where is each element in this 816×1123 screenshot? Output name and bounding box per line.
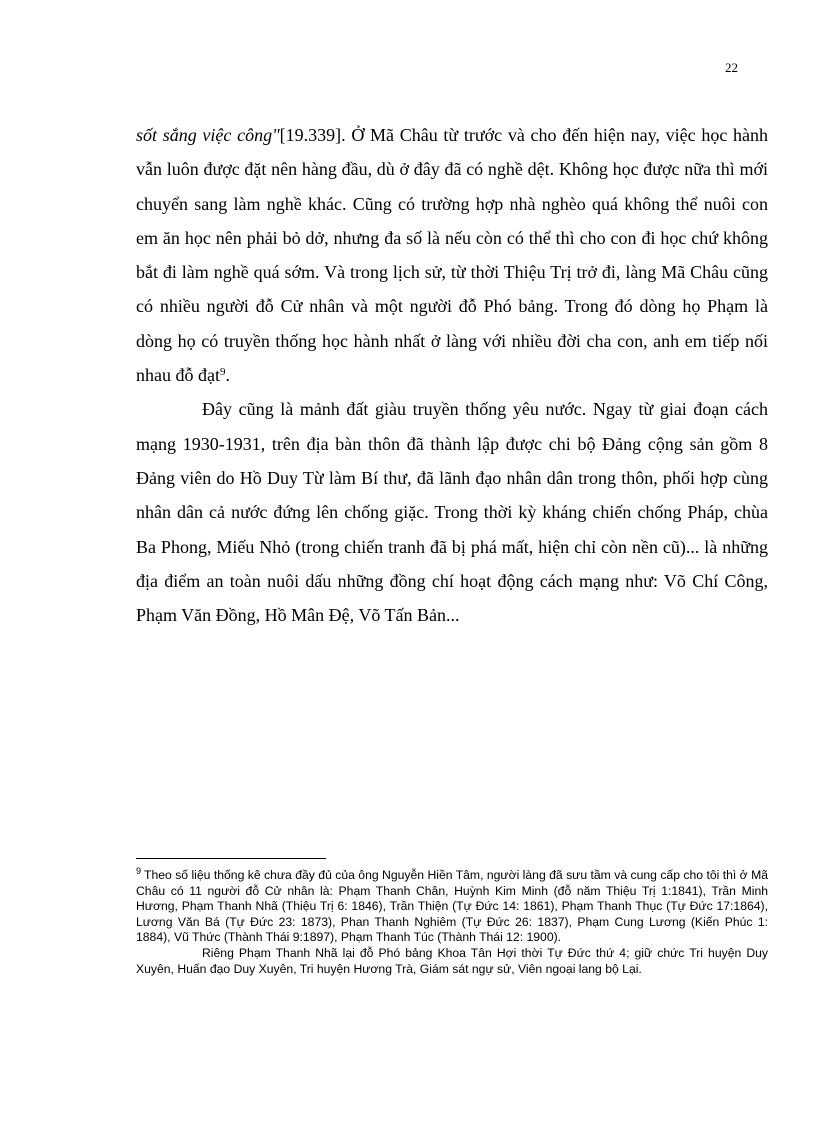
paragraph-1-tail: . bbox=[225, 365, 230, 386]
page-number: 22 bbox=[725, 60, 738, 75]
footnote-mark: 9 bbox=[136, 866, 142, 876]
quote-italic-lead: sốt sắng việc công" bbox=[136, 125, 280, 145]
footnote-section bbox=[136, 868, 768, 977]
paragraph-1-text: [19.339]. Ở Mã Châu từ trước và cho đến hiện nay, việc học hành vẫn luôn được đặt nên hàng đầu, dù ở đây đã có nghề dệt. Không học được nữa thì mới chuyển sang làm nghề khác. Cũng có trường hợp nhà nghèo quá không thể nuôi con em ăn học nên phải bỏ dở, nhưng đa số là nếu còn có thể thì cho con đi học chứ không bắt đi làm nghề quá sớm. Và trong lịch sử, từ thời Thiệu Trị trở đi, làng Mã Châu cũng có nhiều người đỗ Cử nhân và một người đỗ Phó bảng. Trong đó dòng họ Phạm là dòng họ có truyền thống học hành nhất ở làng với nhiều đời cha con, anh em tiếp nối nhau đỗ đạt bbox=[136, 125, 768, 386]
paragraph-1 bbox=[136, 118, 768, 392]
footnote-reference[interactable]: 9 bbox=[219, 366, 226, 379]
main-body bbox=[136, 118, 768, 632]
footnote-separator bbox=[136, 858, 326, 859]
footnote-text-1: Theo số liệu thống kê chưa đầy đủ của ông Nguyễn Hiền Tâm, người làng đã sưu tầm và cung cấp cho tôi thì ở Mã Châu có 11 người đỗ Cử nhân là: Phạm Thanh Chân, Huỳnh Kim Minh (đỗ năm Thiệu Trị 1:1841), Trần Minh Hương, Phạm Thanh Nhã (Thiệu Trị 6: 1846), Trần Thiện (Tự Đức 14: 1861), Phạm Thanh Thục (Tự Đức 17:1864), Lương Văn Bá (Tự Đức 23: 1873), Phan Thanh Nghiêm (Tự Đức 26: 1837), Phạm Cung Lương (Kiến Phúc 1: 1884), Vũ Thức (Thành Thái 9:1897), Phạm Thanh Túc (Thành Thái 12: 1900). bbox=[136, 868, 768, 945]
footnote-text-2: Riêng Phạm Thanh Nhã lại đỗ Phó bảng Khoa Tân Hợi thời Tự Đức thứ 4; giữ chức Tri huyện Duy Xuyên, Huấn đạo Duy Xuyên, Tri huyện Hương Trà, Giám sát ngự sử, Viên ngoại lang bộ Lại. bbox=[136, 945, 768, 976]
paragraph-2: Đây cũng là mảnh đất giàu truyền thống yêu nước. Ngay từ giai đoạn cách mạng 1930-1931, trên địa bàn thôn đã thành lập được chi bộ Đảng cộng sản gồm 8 Đảng viên do Hồ Duy Từ làm Bí thư, đã lãnh đạo nhân dân trong thôn, phối hợp cùng nhân dân cả nước đứng lên chống giặc. Trong thời kỳ kháng chiến chống Pháp, chùa Ba Phong, Miếu Nhỏ (trong chiến tranh đã bị phá mất, hiện chỉ còn nền cũ)... là những địa điểm an toàn nuôi dấu những đồng chí hoạt động cách mạng như: Võ Chí Công, Phạm Văn Đồng, Hồ Mân Đệ, Võ Tấn Bản... bbox=[136, 399, 768, 626]
footnote-9 bbox=[136, 868, 768, 946]
